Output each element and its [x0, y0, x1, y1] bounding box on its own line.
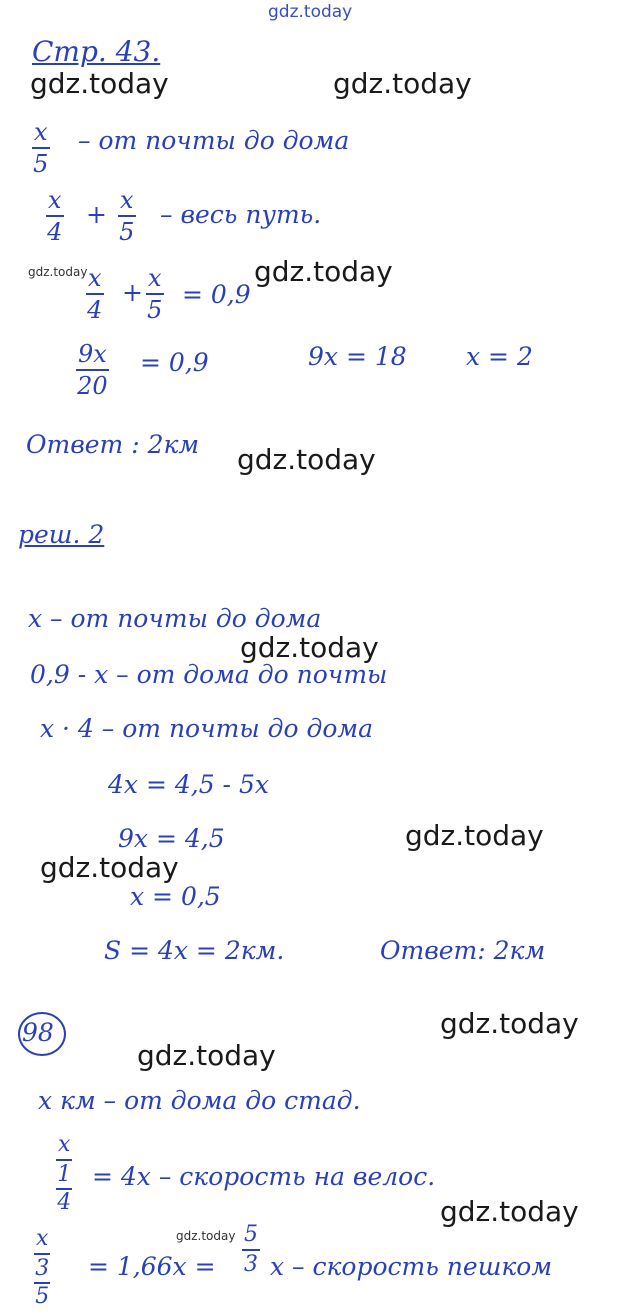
- inner-numerator: 3: [34, 1258, 50, 1284]
- numerator: x: [32, 120, 50, 149]
- watermark: gdz.today: [30, 67, 169, 100]
- inner-denominator: 4: [57, 1190, 72, 1215]
- denominator: 5: [147, 296, 163, 324]
- numerator: x: [34, 1228, 50, 1255]
- watermark-small: gdz.today: [28, 265, 88, 279]
- watermark: gdz.today: [137, 1039, 276, 1072]
- watermark: gdz.today: [440, 1195, 579, 1228]
- text-line: x · 4 – от почты до дома: [40, 714, 374, 743]
- text-line: x – скорость пешком: [270, 1252, 553, 1281]
- numerator: x: [46, 188, 64, 217]
- fraction: [146, 266, 164, 322]
- numerator: x: [146, 266, 164, 295]
- fraction: [34, 1228, 50, 1308]
- text-line: x – от почты до дома: [28, 604, 322, 633]
- watermark: gdz.today: [333, 67, 472, 100]
- numerator: 5: [242, 1224, 260, 1251]
- answer: Ответ: 2км: [380, 936, 546, 965]
- answer: Ответ : 2км: [26, 430, 200, 459]
- equation: = 1,66x =: [88, 1252, 216, 1281]
- fraction: [76, 342, 109, 398]
- equation: = 0,9: [140, 348, 209, 377]
- denominator: [34, 1255, 50, 1308]
- numerator: 9x: [76, 342, 109, 371]
- equation: 9x = 4,5: [118, 824, 225, 853]
- watermark: gdz.today: [237, 443, 376, 476]
- fraction: [118, 188, 136, 244]
- numerator: x: [118, 188, 136, 217]
- fraction: [32, 120, 50, 176]
- watermark: gdz.today: [440, 1007, 579, 1040]
- fraction: [46, 188, 64, 244]
- solution-heading: реш. 2: [18, 520, 105, 549]
- equation: S = 4x = 2км.: [104, 936, 285, 965]
- plus-sign: +: [122, 278, 143, 307]
- equation: x = 2: [466, 342, 533, 371]
- text-line: – от почты до дома: [78, 126, 350, 155]
- equation: 4x = 4,5 - 5x: [108, 770, 269, 799]
- page-header: Стр. 43.: [32, 35, 161, 68]
- equation: 9x = 18: [308, 342, 407, 371]
- fraction: [86, 266, 104, 322]
- numerator: x: [56, 1134, 72, 1161]
- inner-numerator: 1: [56, 1164, 72, 1190]
- denominator: 5: [33, 150, 49, 178]
- denominator: 20: [77, 372, 108, 400]
- equation: x = 0,5: [130, 882, 221, 911]
- denominator: 4: [47, 218, 63, 246]
- watermark: gdz.today: [405, 819, 544, 852]
- fraction: [56, 1134, 72, 1214]
- denominator: 5: [119, 218, 135, 246]
- fraction: [242, 1224, 260, 1276]
- watermark: gdz.today: [240, 631, 379, 664]
- text-line: x км – от дома до стад.: [38, 1086, 361, 1115]
- task-number: 98: [22, 1018, 54, 1047]
- equation: = 4x – скорость на велос.: [92, 1162, 436, 1191]
- denominator: 3: [244, 1252, 258, 1277]
- watermark-small: gdz.today: [176, 1229, 236, 1243]
- plus-sign: +: [86, 200, 107, 229]
- denominator: [56, 1161, 72, 1214]
- text-line: 0,9 - x – от дома до почты: [30, 660, 388, 689]
- numerator: x: [86, 266, 104, 295]
- inner-denominator: 5: [35, 1284, 50, 1309]
- watermark-top: gdz.today: [268, 2, 353, 22]
- text-line: – весь путь.: [160, 200, 322, 229]
- equation: = 0,9: [182, 280, 251, 309]
- denominator: 4: [87, 296, 103, 324]
- watermark: gdz.today: [40, 851, 179, 884]
- watermark: gdz.today: [254, 255, 393, 288]
